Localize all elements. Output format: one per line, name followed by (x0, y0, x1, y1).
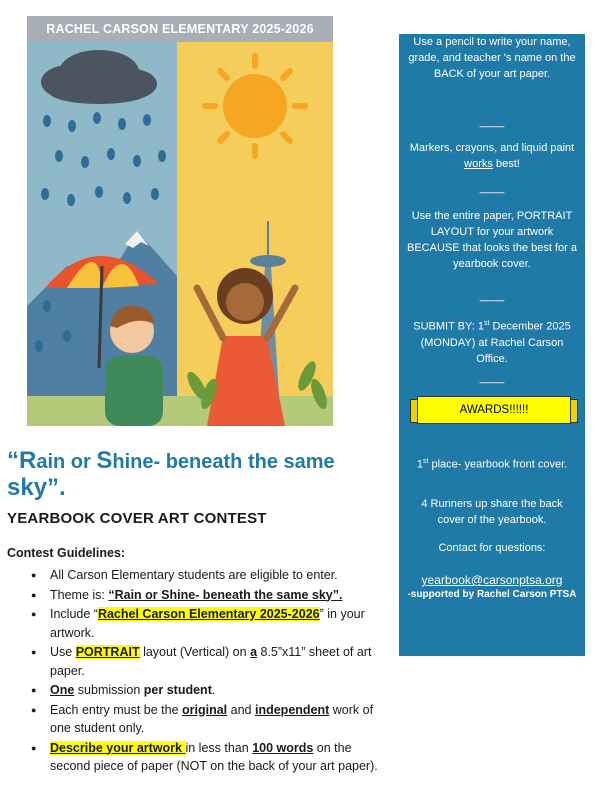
contact-email-link[interactable]: yearbook@carsonptsa.org (421, 573, 563, 587)
title-r: R (19, 447, 37, 474)
describe-highlight: Describe your artwork (50, 740, 186, 755)
guidelines-list (0, 566, 390, 777)
list-item: ● Use PORTRAIT layout (Vertical) on a 8.5”x11” sheet of art paper. (50, 643, 390, 680)
supported-by: -supported by Rachel Carson PTSA (407, 589, 577, 600)
guidelines-heading: Contest Guidelines: (7, 546, 126, 560)
portrait-highlight: PORTRAIT (75, 645, 140, 659)
banner-title: RACHEL CARSON ELEMENTARY 2025-2026 (27, 16, 333, 42)
school-name-highlight: Rachel Carson Elementary 2025-2026 (97, 607, 320, 621)
separator: ____ (479, 372, 505, 384)
submit-deadline: SUBMIT BY: 1st December 2025 (MONDAY) at Rachel Carson Office. (413, 320, 571, 365)
first-place-award: 1st place- yearbook front cover. (416, 458, 568, 471)
list-item: ● Describe your artwork in less than 100 words on the second piece of paper (NOT on the back of your art paper). (50, 739, 390, 776)
list-item: ● Include “Rachel Carson Elementary 2025-2026” in your artwork. (50, 605, 390, 642)
separator: ____ (479, 182, 505, 194)
title-line2: sky”. (7, 474, 66, 501)
title-ain-or: ain or (36, 451, 97, 473)
instruction-layout: Use the entire paper, PORTRAIT LAYOUT for your artwork BECAUSE that looks the best for a yearbook cover. (407, 210, 577, 270)
list-item: ● Theme is: “Rain or Shine- beneath the same sky”. (50, 586, 390, 605)
theme-text: “Rain or Shine- beneath the same sky”. (108, 587, 343, 602)
separator: ____ (479, 290, 505, 302)
contest-theme-title (7, 448, 387, 502)
contact-label: Contact for questions: (438, 542, 546, 554)
list-item: ● All Carson Elementary students are eligible to enter. (50, 566, 390, 585)
list-item: ● Each entry must be the original and independent work of one student only. (50, 701, 390, 738)
list-item: ● One submission per student. (50, 681, 390, 700)
title-rest: hine- beneath the same (112, 451, 335, 473)
title-s: S (96, 447, 113, 474)
awards-banner: AWARDS!!!!!! (417, 396, 571, 424)
cover-illustration (27, 16, 333, 426)
info-sidebar (399, 34, 585, 656)
instruction-pencil: Use a pencil to write your name, grade, and teacher 's name on the BACK of your art paper. (408, 36, 576, 80)
contest-subtitle: YEARBOOK COVER ART CONTEST (7, 510, 267, 527)
rain-shine-artwork (27, 16, 333, 426)
runners-up-award: 4 Runners up share the back cover of the yearbook. (421, 498, 563, 526)
title-open-quote: “ (7, 447, 19, 474)
separator: ____ (479, 116, 505, 128)
instruction-materials: Markers, crayons, and liquid paint works best! (409, 142, 575, 170)
